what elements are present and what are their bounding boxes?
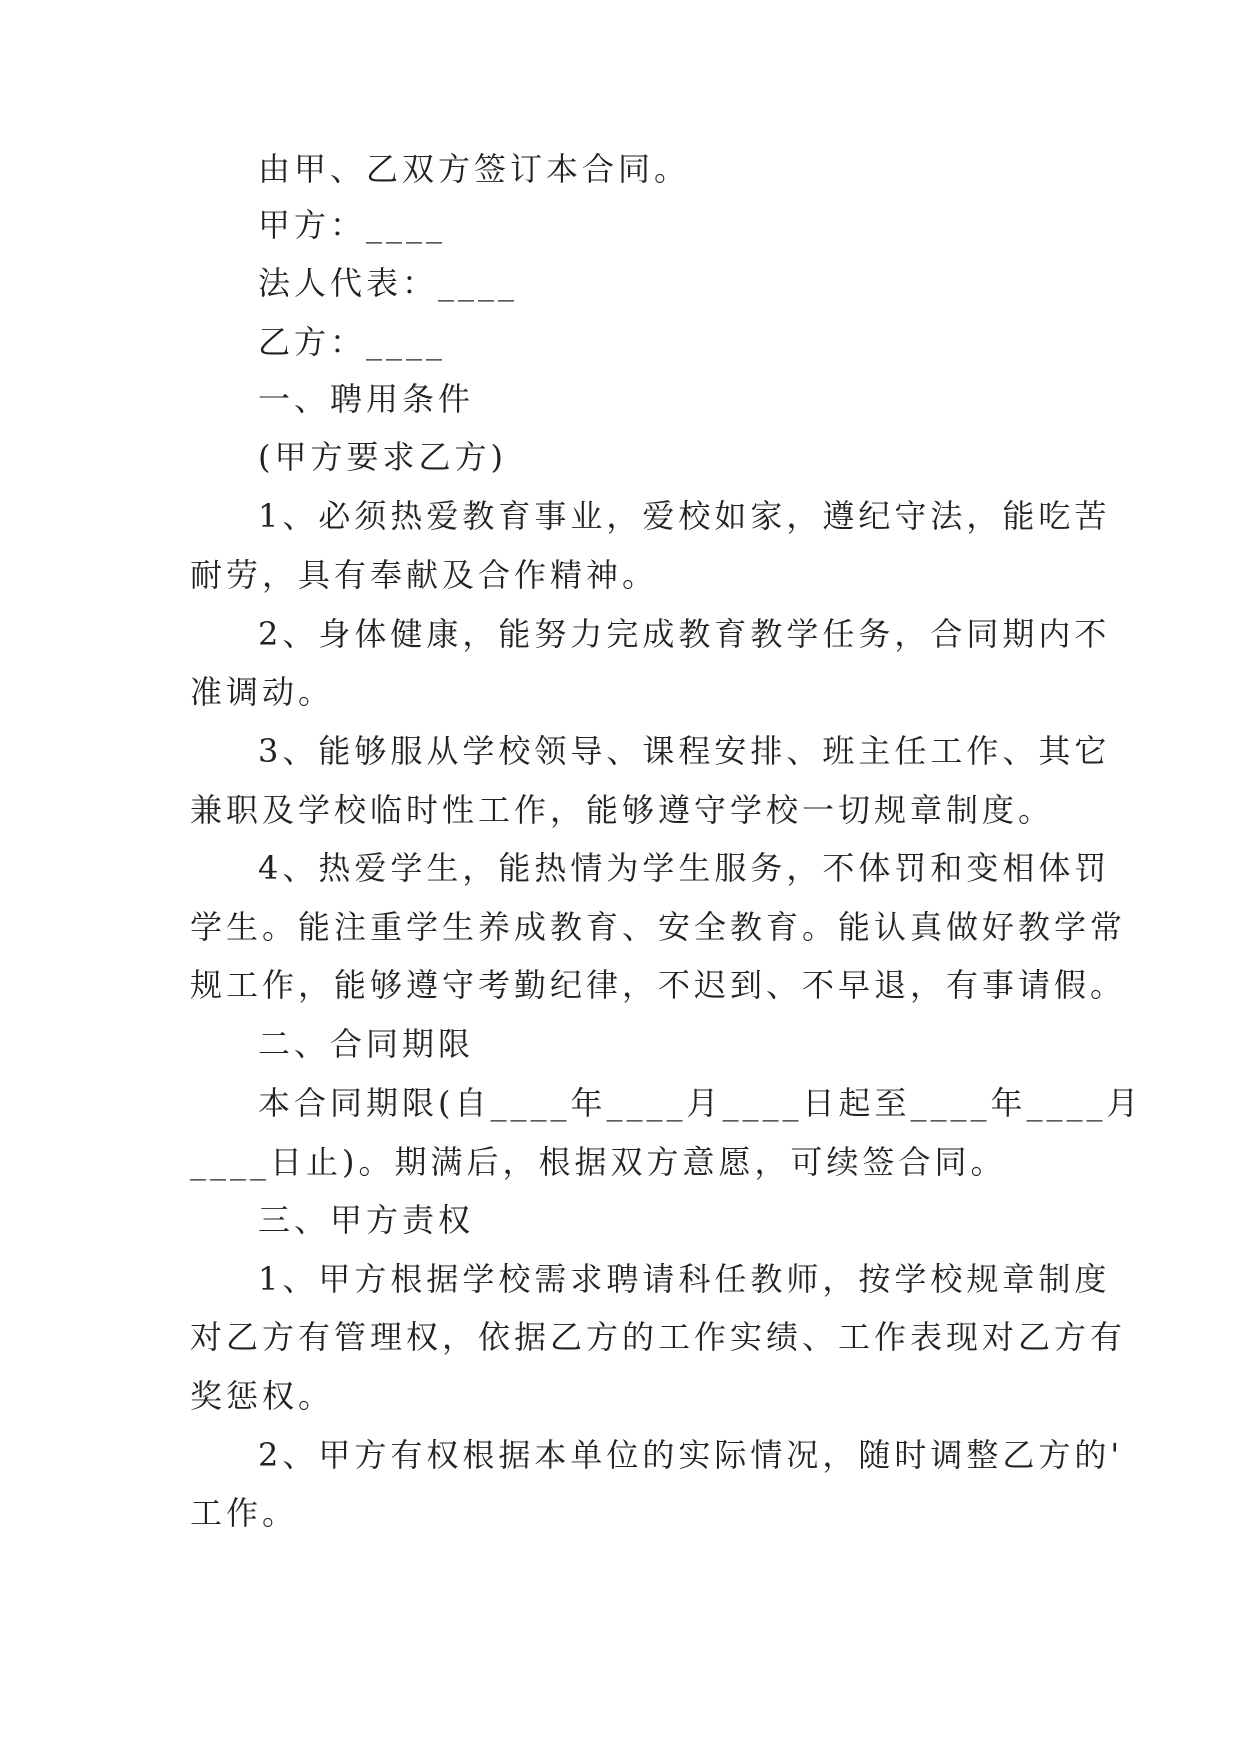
text-line: 准调动。 [190,673,335,711]
section-heading: 一、聘用条件 [258,380,475,418]
text-line: 乙方：____ [258,323,447,361]
text-line: 对乙方有管理权，依据乙方的工作实绩、工作表现对乙方有 [190,1318,1127,1356]
section-heading: 二、合同期限 [258,1025,475,1063]
text-line: 1、必须热爱教育事业，爱校如家，遵纪守法，能吃苦 [258,497,1111,535]
text-line: 甲方：____ [258,206,447,244]
text-line: 耐劳，具有奉献及合作精神。 [190,556,659,594]
text-line: 奖惩权。 [190,1377,335,1415]
text-line: 4、热爱学生，能热情为学生服务，不体罚和变相体罚 [258,849,1111,887]
section-heading: 三、甲方责权 [258,1201,475,1239]
text-line: 2、甲方有权根据本单位的实际情况，随时调整乙方的' [258,1436,1124,1474]
text-line: 本合同期限(自____年____月____日起至____年____月 [258,1084,1143,1122]
text-line: 法人代表：____ [258,264,519,302]
text-line: 3、能够服从学校领导、课程安排、班主任工作、其它 [258,732,1111,770]
text-line: 学生。能注重学生养成教育、安全教育。能认真做好教学常 [190,908,1127,946]
text-line: 2、身体健康，能努力完成教育教学任务，合同期内不 [258,615,1111,653]
text-line: 工作。 [190,1494,299,1532]
text-line: (甲方要求乙方) [258,438,507,476]
text-line: 兼职及学校临时性工作，能够遵守学校一切规章制度。 [190,791,1055,829]
text-line: 规工作，能够遵守考勤纪律，不迟到、不早退，有事请假。 [190,966,1127,1004]
text-line: 1、甲方根据学校需求聘请科任教师，按学校规章制度 [258,1260,1111,1298]
text-line: ____日止)。期满后，根据双方意愿，可续签合同。 [190,1143,1007,1181]
text-line: 由甲、乙双方签订本合同。 [258,150,691,188]
